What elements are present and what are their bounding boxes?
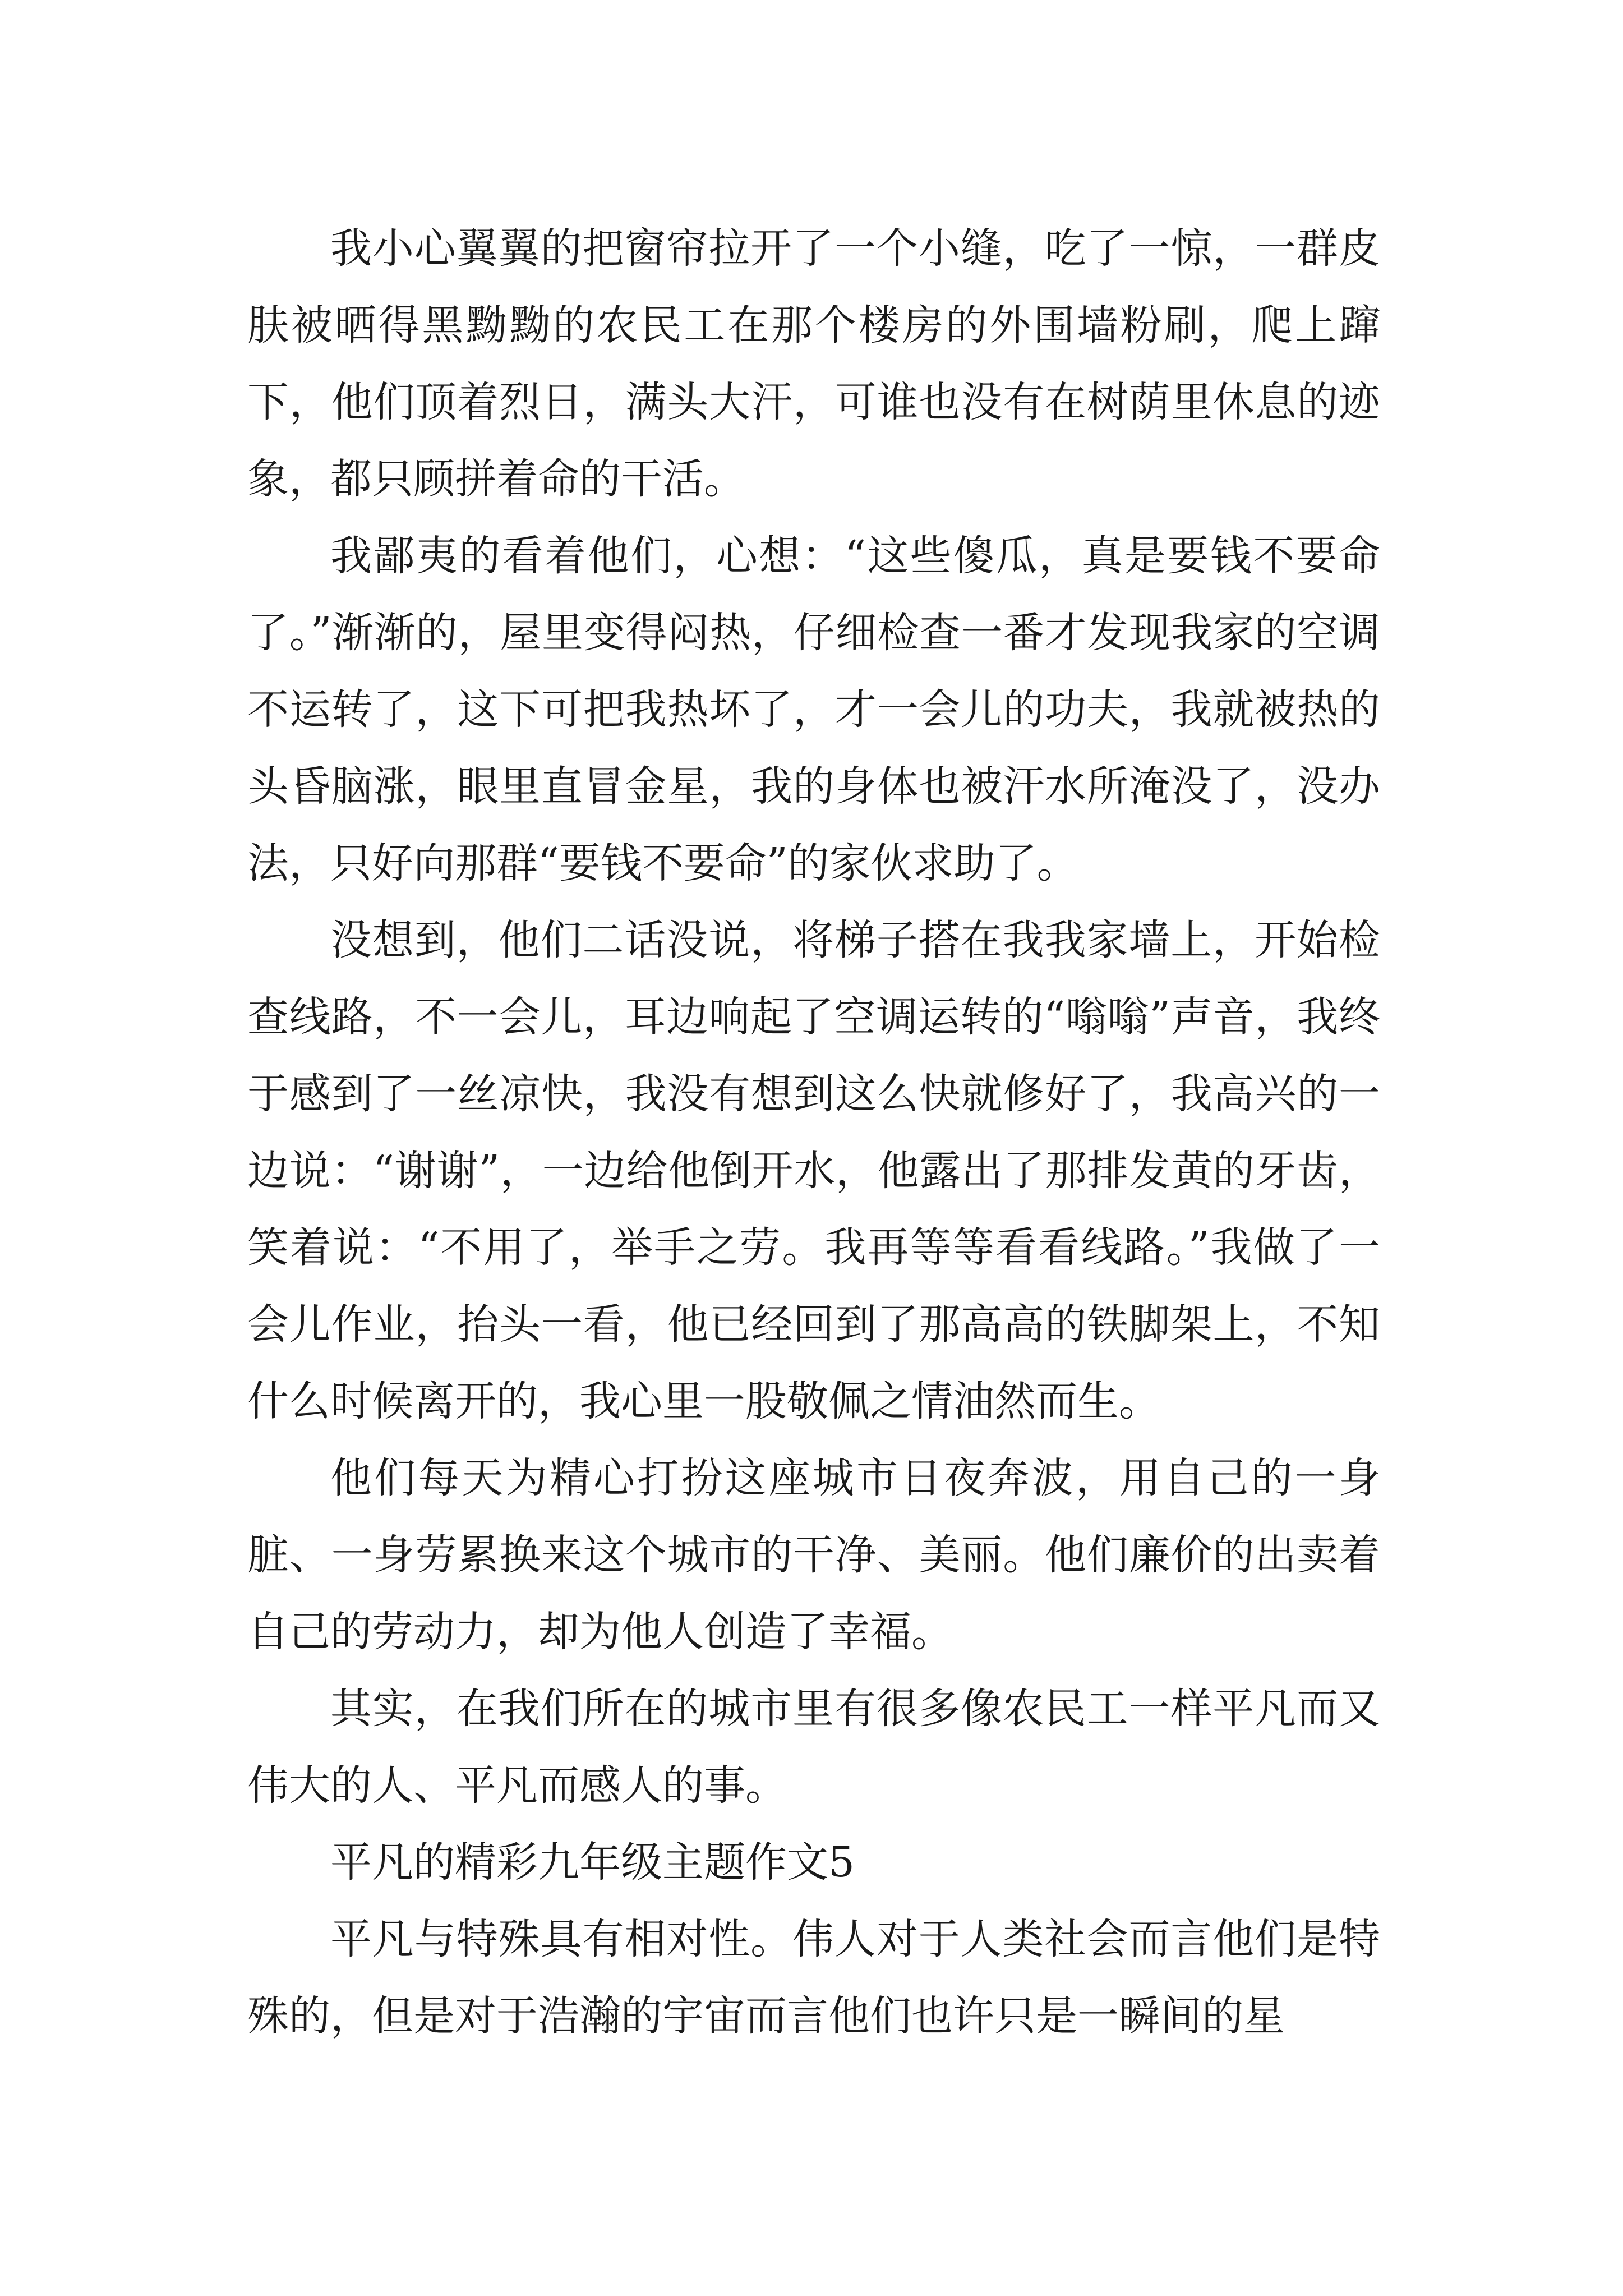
paragraph-1: 我小心翼翼的把窗帘拉开了一个小缝，吃了一惊，一群皮肤被晒得黑黝黝的农民工在那个楼房的外围墙粉刷，爬上蹿下，他们顶着烈日，满头大汗，可谁也没有在树荫里休息的迹象，都只顾拼着命的干活。 (247, 224, 1380, 503)
paragraph-4: 他们每天为精心打扮这座城市日夜奔波，用自己的一身脏、一身劳累换来这个城市的干净、美丽。他们廉价的出卖着自己的劳动力，却为他人创造了幸福。 (247, 1454, 1380, 1656)
section-heading: 平凡的精彩九年级主题作文5 (330, 1838, 855, 1887)
paragraph-2: 我鄙夷的看着他们，心想：“这些傻瓜，真是要钱不要命了。”渐渐的，屋里变得闷热，仔细检查一番才发现我家的空调不运转了，这下可把我热坏了，才一会儿的功夫，我就被热的头昏脑涨，眼里直冒金星，我的身体也被汗水所淹没了，没办法，只好向那群“要钱不要命”的家伙求助了。 (247, 532, 1380, 887)
paragraph-6: 平凡与特殊具有相对性。伟人对于人类社会而言他们是特殊的，但是对于浩瀚的宇宙而言他们也许只是一瞬间的星 (247, 1915, 1380, 2040)
document-body (247, 210, 1380, 2055)
paragraph-3: 没想到，他们二话没说，将梯子搭在我我家墙上，开始检查线路，不一会儿，耳边响起了空调运转的“嗡嗡”声音，我终于感到了一丝凉快，我没有想到这么快就修好了，我高兴的一边说：“谢谢”，一边给他倒开水，他露出了那排发黄的牙齿，笑着说：“不用了，举手之劳。我再等等看看线路。”我做了一会儿作业，抬头一看，他已经回到了那高高的铁脚架上，不知什么时候离开的，我心里一股敬佩之情油然而生。 (247, 916, 1380, 1425)
paragraph-5: 其实，在我们所在的城市里有很多像农民工一样平凡而又伟大的人、平凡而感人的事。 (247, 1685, 1380, 1810)
